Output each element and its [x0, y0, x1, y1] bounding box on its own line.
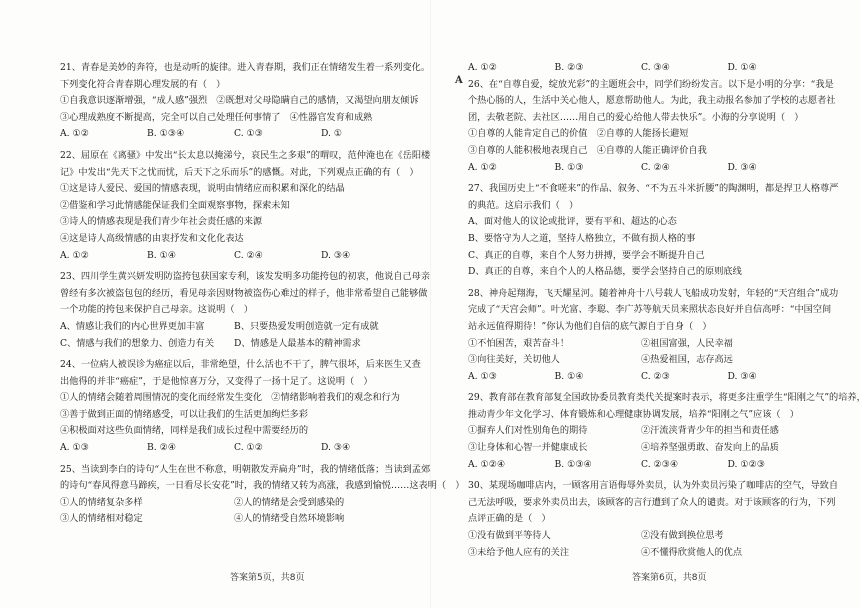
q26-options: [468, 160, 814, 177]
option-a: A. ①②: [60, 128, 89, 140]
item-4: ④培养坚强勇敢、奋发向上的品质: [641, 442, 779, 454]
q29-options: [468, 457, 814, 474]
q24-options: [60, 440, 408, 457]
q21-stem-line: 下列变化符合青春期心理发展的有（ ）: [60, 78, 226, 90]
question-29: [468, 390, 866, 473]
option-a: A. ①②: [468, 161, 497, 173]
option-c: C. ②④: [234, 249, 264, 261]
item-2: ②祖国富强，人民幸福: [641, 337, 733, 349]
question-28: [468, 286, 839, 386]
option-a: A. ①③: [60, 442, 89, 454]
q26-stem-line: 团，去敬老院、去社区……用自己的爱心给他人带去快乐”。小海的分享说明（ ）: [468, 111, 804, 123]
option-b: B. ②③: [554, 62, 584, 73]
option-b: B、只要热爱发明创造就一定有成就: [234, 320, 379, 332]
q28-options: [468, 369, 814, 386]
page-fold: [430, 0, 431, 608]
q27-stem-line: 的典范。这启示我们（ ）: [468, 199, 579, 211]
option-a: A. ①②④: [468, 458, 506, 470]
question-26: [468, 77, 836, 177]
item-4: ④不懂得欣赏他人的优点: [641, 546, 743, 558]
q30-items-row: [468, 528, 814, 545]
q21-options: [60, 126, 408, 143]
option-a: A、面对他人的议论或批评，要有平和、超达的心态: [468, 216, 677, 228]
question-30: [468, 478, 839, 561]
q22-item-line: ④这是诗人高级情感的由衷抒发和文化化表达: [60, 232, 244, 244]
option-a: A. ①②: [468, 62, 497, 73]
q21-stem-line: 21、青春是美妙的奔符，也是动听的旋律。进入青春期，我们正在情绪发生着一系列变化。: [60, 62, 431, 73]
left-page-footer: 答案第5页，共8页: [230, 573, 305, 583]
item-1: ①摒弃人们对性别角色的期待: [468, 425, 588, 437]
q22-item-line: ③诗人的情感表现是我们青少年社会责任感的来源: [60, 216, 263, 228]
option-a: A、情感让我们的内心世界更加丰富: [60, 320, 205, 332]
option-d: D. ③④: [727, 370, 757, 382]
q23-options-row: [60, 319, 408, 336]
option-d: D. ③④: [321, 249, 351, 261]
option-c: C. ①③: [234, 128, 264, 140]
q22-options: [60, 248, 408, 265]
q24-stem-line: 出他得的并非“癌症”，于是他惊喜万分，又变得了一扬十足了。这说明（ ）: [60, 375, 373, 387]
bookmark-icon: A: [455, 75, 463, 86]
q30-stem-line: 30、某现场咖啡店内，一顾客用言语侮辱外卖员，认为外卖员污染了咖啡店的空气，导致自: [468, 480, 839, 492]
option-c: C、真正的自尊，来自个人努力拼搏，要学会不断提升自己: [468, 249, 705, 261]
q29-stem-line: 29、教育部在教育部复全国政协委员教育类代关提案时表示，将更多注重学生“阳刚之气”的培养，: [468, 392, 866, 404]
left-page-column: [60, 60, 465, 528]
q21-item-line: ③心理成熟度不断提高，完全可以自己处理任何事情了 ④性器官发育和成熟: [60, 111, 373, 123]
option-d: D. ①④: [727, 62, 757, 73]
q23-stem-line: 一个功能的挎包来保护自己母亲。这说明（ ）: [60, 304, 253, 316]
q22-stem-line: 22、屈原在《离骚》中发出“长太息以掩涕兮，哀民生之多艰”的喟叹，范仲淹也在《岳阳楼: [60, 149, 431, 161]
q26-item-line: ①自尊的人能肯定自己的价值 ②自尊的人能扬长避短: [468, 128, 689, 140]
option-d: D、情感是人最基本的精神需求: [234, 337, 361, 349]
item-3: ③人的情绪相对稳定: [60, 513, 143, 525]
q30-items-row: [468, 545, 814, 562]
item-2: ②没有做到换位思考: [641, 530, 724, 542]
q25-stem-line: 的诗句“春风得意马蹄疾，一日看尽长安花”时，我的情绪又转为高涨，我感到愉悦……这表明（ ）: [60, 480, 465, 492]
q26-item-line: ③自尊的人能积极地表现自己 ④自尊的人能正确评价自我: [468, 144, 707, 156]
item-1: ①没有做到平等待人: [468, 530, 551, 542]
q23-stem-line: 23、四川学生黄兴妍发明防盗挎包获国家专利，该发发明多功能挎包的初衷，他说自己母亲: [60, 271, 431, 283]
q23-options-row: [60, 336, 408, 353]
option-b: B、要恪守为人之道，坚持人格独立，不做有损人格的事: [468, 232, 696, 244]
q29-items-row: [468, 440, 814, 457]
q22-item-line: ①这是诗人爱民、爱国的情感表现，说明由情绪应而积累和深化的结晶: [60, 183, 345, 195]
option-b: B. ①③: [554, 161, 584, 173]
option-a: A. ①②: [60, 249, 89, 261]
option-c: C. ②④: [641, 161, 671, 173]
item-2: ②汗流浃背青少年的担当和责任感: [641, 425, 779, 437]
question-22: [60, 148, 431, 264]
question-21: [60, 60, 431, 143]
item-4: ④人的情绪受自然环境影响: [234, 513, 345, 525]
option-c: C. ③④: [641, 62, 671, 73]
q27-stem-line: 27、我国历史上“不食嗟来”的作品、叙务、“不为五斗米折腰”的陶渊明，都是捍卫人格尊严: [468, 183, 839, 195]
q26-stem-line: 26、在“自尊自爱，绽放光彩”的主题班会中，同学们纷纷发言。以下是小明的分享：“我是: [468, 78, 834, 90]
item-1: ①人的情绪复杂多样: [60, 496, 143, 508]
question-24: [60, 357, 421, 457]
q24-stem-line: 24、一位病人被误诊为癌症以后，非常绝望，什么活也不干了，脾气很坏，后来医生又查: [60, 359, 421, 371]
option-b: B. ①④: [554, 370, 584, 382]
item-1: ①不怕困苦，艰苦奋斗！: [468, 337, 570, 349]
q28-stem-line: 完成了“天宫会师”。叶光富、李聪、李广苏等航天员来照状态良好并自信高呼：“中国空间: [468, 304, 832, 316]
q24-item-line: ③善于做到正面的情绪感受，可以让我们的生活更加绚烂多彩: [60, 408, 309, 420]
q26-stem-line: 个热心肠的人，生活中关心他人，愿意帮助他人。为此，我主动报名参加了学校的志愿者社: [468, 95, 836, 107]
item-3: ③让身体和心智一并健康成长: [468, 442, 588, 454]
question-23: [60, 269, 431, 352]
q29-items-row: [468, 423, 814, 440]
option-d: D. ①: [321, 128, 343, 140]
option-c: C. ②③④: [641, 458, 679, 470]
q25-items-row: [60, 511, 408, 528]
q21-item-line: ①自我意识逐渐增强，“成人感”强烈 ②既想对父母隐瞒自己的感情，又渴望向朋友倾诉: [60, 95, 419, 107]
q28-stem-line: 28、神舟起翔海，飞天耀星河。随着神舟十八号载人飞船成功发射，年轻的“天宫组合”成功: [468, 287, 839, 299]
option-d: D、真正的自尊，来自个人的人格品德，要学会坚持自己的原则底线: [468, 266, 742, 278]
question-25: [60, 462, 465, 528]
q25-options: [468, 60, 814, 77]
q22-item-line: ②借鉴和学习此情感能保证我们全面观察事物，探索未知: [60, 199, 290, 211]
option-b: B. ①③④: [147, 128, 185, 140]
q30-stem-line: 点评正确的是（ ）: [468, 513, 551, 525]
right-page-footer: 答案第6页，共8页: [632, 573, 707, 583]
option-b: B. ①③④: [554, 458, 592, 470]
q25-stem-line: 25、当读到李白的诗句“人生在世不称意，明朝散发弄扁舟”时，我的情绪低落；当读到孟郊: [60, 463, 431, 475]
option-c: C、情感与我们的想象力、创造力有关: [60, 337, 215, 349]
item-2: ②人的情绪是会受到感染的: [234, 496, 345, 508]
option-d: D. ③④: [321, 442, 351, 454]
option-d: D. ③④: [727, 161, 757, 173]
q23-stem-line: 曾经有多次被盗包包的经历，看见母亲因财物被盗伤心难过的样子，他非常希望自己能够做: [60, 287, 428, 299]
q30-stem-line: 己无法呼吸，要求外卖员出去，该顾客的言行遭到了众人的谴责。对于该顾客的行为，下列: [468, 496, 836, 508]
q24-item-line: ①人的情绪会随着周围情况的变化而经常发生变化 ②情绪影响着我们的观念和行为: [60, 392, 400, 404]
option-c: C. ①②: [234, 442, 264, 454]
q28-stem-line: 站永远值得期待！”你认为他们自信的底气源自于自身（ ）: [468, 320, 712, 332]
item-3: ③未给予他人应有的关注: [468, 546, 570, 558]
item-3: ③向往美好，关切他人: [468, 354, 560, 366]
q28-items-row: [468, 336, 814, 353]
q29-stem-line: 推动青少年文化学习、体育锻炼和心理健康协调发展，培养“阳刚之气”应该（ ）: [468, 408, 799, 420]
option-a: A. ①③: [468, 370, 497, 382]
option-d: D. ①②③: [727, 458, 766, 470]
item-4: ④热爱祖国，志存高远: [641, 354, 733, 366]
q22-stem-line: 记》中发出“先天下之忧而忧，后天下之乐而乐”的感慨。对此，下列观点正确的有（ ）: [60, 166, 419, 178]
right-page-column: [468, 60, 866, 561]
q25-items-row: [60, 495, 408, 512]
question-27: [468, 181, 839, 281]
q24-item-line: ④积极面对这些负面情绪，同样是我们成长过程中需要经历的: [60, 425, 309, 437]
option-b: B. ①④: [147, 249, 177, 261]
option-c: C. ②③: [641, 370, 671, 382]
q28-items-row: [468, 352, 814, 369]
option-b: B. ②④: [147, 442, 177, 454]
